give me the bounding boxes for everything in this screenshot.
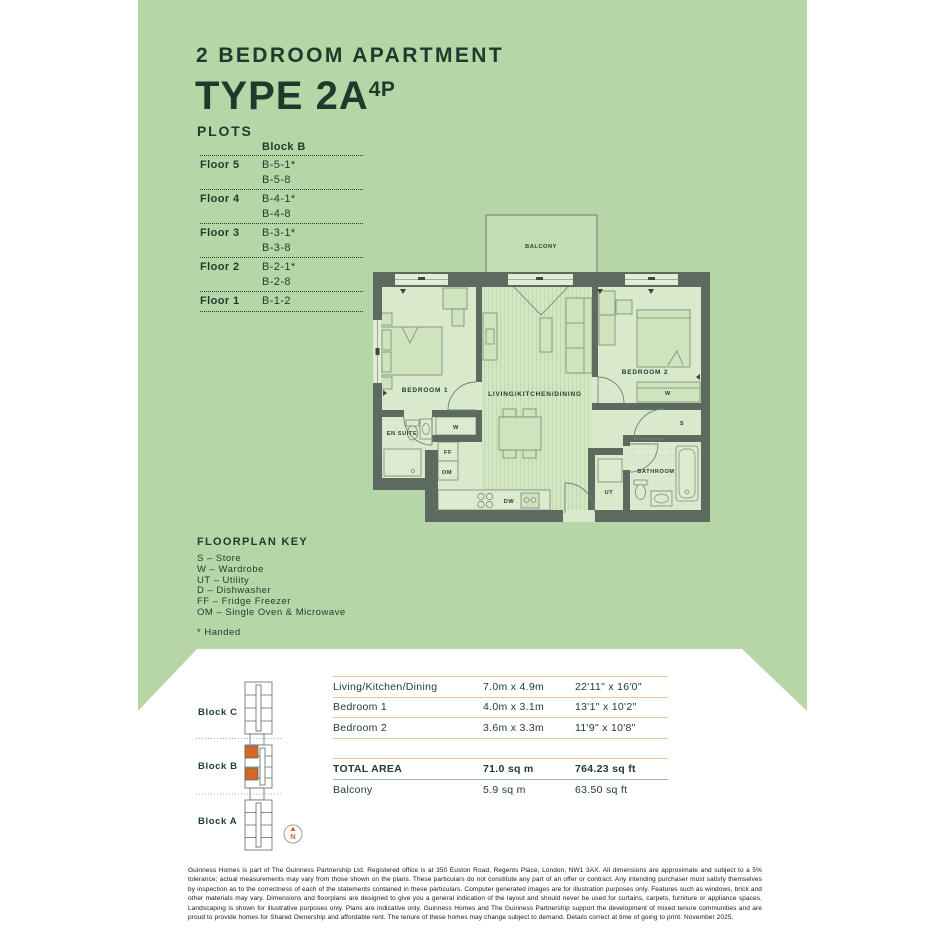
plots-row-floor3	[200, 224, 363, 258]
plots-heading: PLOTS	[197, 123, 253, 139]
plot-number: B-3-8	[262, 241, 291, 254]
dim-room: Living/Kitchen/Dining	[333, 680, 438, 693]
balcony-label: BALCONY	[525, 244, 557, 250]
wardrobe1-label: W	[453, 425, 459, 431]
key-item-oven: OM – Single Oven & Microwave	[197, 606, 346, 618]
dim-imperial: 13'1" x 10'2"	[575, 701, 637, 714]
dimensions-table	[333, 676, 668, 800]
total-label: TOTAL AREA	[333, 762, 403, 775]
plots-units	[262, 294, 291, 309]
dim-imperial: 22'11" x 16'0"	[575, 680, 642, 693]
compass-north-label: N	[290, 832, 296, 841]
plot-number: B-1-2	[262, 295, 291, 307]
dim-imperial: 11'9" x 10'8"	[575, 721, 636, 734]
balcony-area	[486, 215, 597, 279]
plots-floor-label: Floor 2	[200, 261, 240, 273]
dim-metric: 3.6m x 3.3m	[483, 721, 545, 734]
plot-number: B-4-1*	[262, 193, 296, 205]
block-c-label: Block C	[198, 707, 238, 718]
plots-units	[262, 158, 296, 187]
plot-number: B-2-1*	[262, 261, 296, 273]
bedroom1-label: BEDROOM 1	[401, 387, 449, 394]
dim-metric: 7.0m x 4.9m	[483, 680, 545, 693]
fridge-freezer-label: FF	[443, 450, 453, 456]
dishwasher-label: DW	[503, 499, 515, 505]
plots-row-floor1	[200, 292, 363, 312]
floorplan-drawing	[368, 203, 716, 535]
total-area-row	[333, 758, 668, 780]
page-title-superscript: 4P	[368, 78, 396, 101]
total-imperial: 764.23 sq ft	[575, 762, 636, 775]
block-a-outline	[245, 800, 272, 850]
plots-block-header: Block B	[262, 141, 306, 153]
plot-number: B-5-1*	[262, 159, 296, 171]
bedroom2-label: BEDROOM 2	[621, 369, 669, 376]
bathroom-label: BATHROOM	[637, 469, 675, 475]
dim-metric: 4.0m x 3.1m	[483, 701, 545, 714]
utility-label: UT	[604, 490, 614, 496]
key-item-fridge: FF – Fridge Freezer	[197, 596, 291, 608]
ensuite-label: EN SUITE	[386, 431, 418, 437]
key-item-store: S – Store	[197, 553, 242, 564]
total-metric: 71.0 sq m	[483, 762, 534, 775]
table-spacer	[333, 739, 668, 758]
oven-microwave-label: OM	[441, 470, 453, 476]
plots-floor-label: Floor 1	[200, 295, 240, 307]
handed-note: * Handed	[197, 626, 241, 638]
block-b-outline	[245, 745, 272, 800]
page-title	[195, 74, 395, 119]
page-subtitle: 2 BEDROOM APARTMENT	[196, 44, 505, 67]
dim-room: Bedroom 1	[333, 701, 388, 714]
dimension-row	[333, 698, 668, 719]
plot-number: B-4-8	[262, 207, 291, 220]
dimension-row	[333, 676, 668, 698]
site-plan	[190, 672, 315, 857]
wardrobe2-label: W	[665, 391, 671, 397]
plots-header-spacer	[200, 141, 262, 153]
living-label: LIVING/KITCHEN/DINING	[488, 391, 582, 398]
dimension-row	[333, 718, 668, 739]
plots-header-row	[200, 141, 363, 156]
balcony-area-row	[333, 780, 668, 800]
floorplan-key-heading: FLOORPLAN KEY	[197, 536, 309, 548]
key-item-dishwasher: D – Dishwasher	[197, 585, 272, 597]
store-label: S	[679, 421, 685, 427]
key-item-utility: UT – Utility	[197, 574, 250, 586]
block-a-label: Block A	[198, 816, 238, 827]
plot-number: B-5-8	[262, 173, 291, 186]
plots-units	[262, 260, 296, 289]
plots-floor-label: Floor 4	[200, 193, 240, 205]
plots-units	[262, 192, 296, 221]
plots-row-floor5	[200, 156, 363, 190]
legal-disclaimer: Guinness Homes is part of The Guinness Partnership Ltd. Registered office is at 350 Euston Road, Regents Place, London, NW1 3AX. All dimensions are approximate and subject to a 5% tolerance; actual measurements may vary from those shown on the plans. These particulars do not constitute any part of an offer or contract. Any intending purchaser must satisfy themselves by inspection as to the correctness of each of the statements contained in these particulars. Computer generated images are for illustration purposes only. Features such as windows, brick and other materials may vary. Dimensions and floorplans are designed to give you a general indication of the layout and should never be used for curtains, carpets, furniture or appliance spaces. Landscaping is shown for illustrative purposes only. Plans are indicative only. Guinness Homes and The Guinness Partnership support the development of mixed tenure communities and are proud to provide homes for Shared Ownership and affordable rent. The tenure of these homes may change subject to demand. Details correct at time of going to print. November 2025.	[188, 867, 762, 922]
page-title-text: TYPE 2A	[195, 74, 369, 118]
plot-number: B-2-8	[262, 275, 291, 288]
plots-row-floor4	[200, 190, 363, 224]
balcony-metric: 5.9 sq m	[483, 783, 526, 796]
balcony-imperial: 63.50 sq ft	[575, 783, 628, 796]
plot-number: B-3-1*	[262, 227, 296, 239]
plots-units	[262, 226, 296, 255]
floorplan-key	[197, 536, 427, 638]
block-c-outline	[245, 682, 272, 745]
plots-floor-label: Floor 5	[200, 159, 240, 171]
key-item-wardrobe: W – Wardrobe	[197, 563, 264, 575]
plots-table	[200, 141, 363, 312]
plots-floor-label: Floor 3	[200, 227, 240, 239]
compass-icon	[284, 825, 302, 843]
dim-room: Bedroom 2	[333, 721, 388, 734]
block-b-label: Block B	[198, 761, 238, 772]
balcony-label: Balcony	[333, 783, 373, 796]
plots-row-floor2	[200, 258, 363, 292]
